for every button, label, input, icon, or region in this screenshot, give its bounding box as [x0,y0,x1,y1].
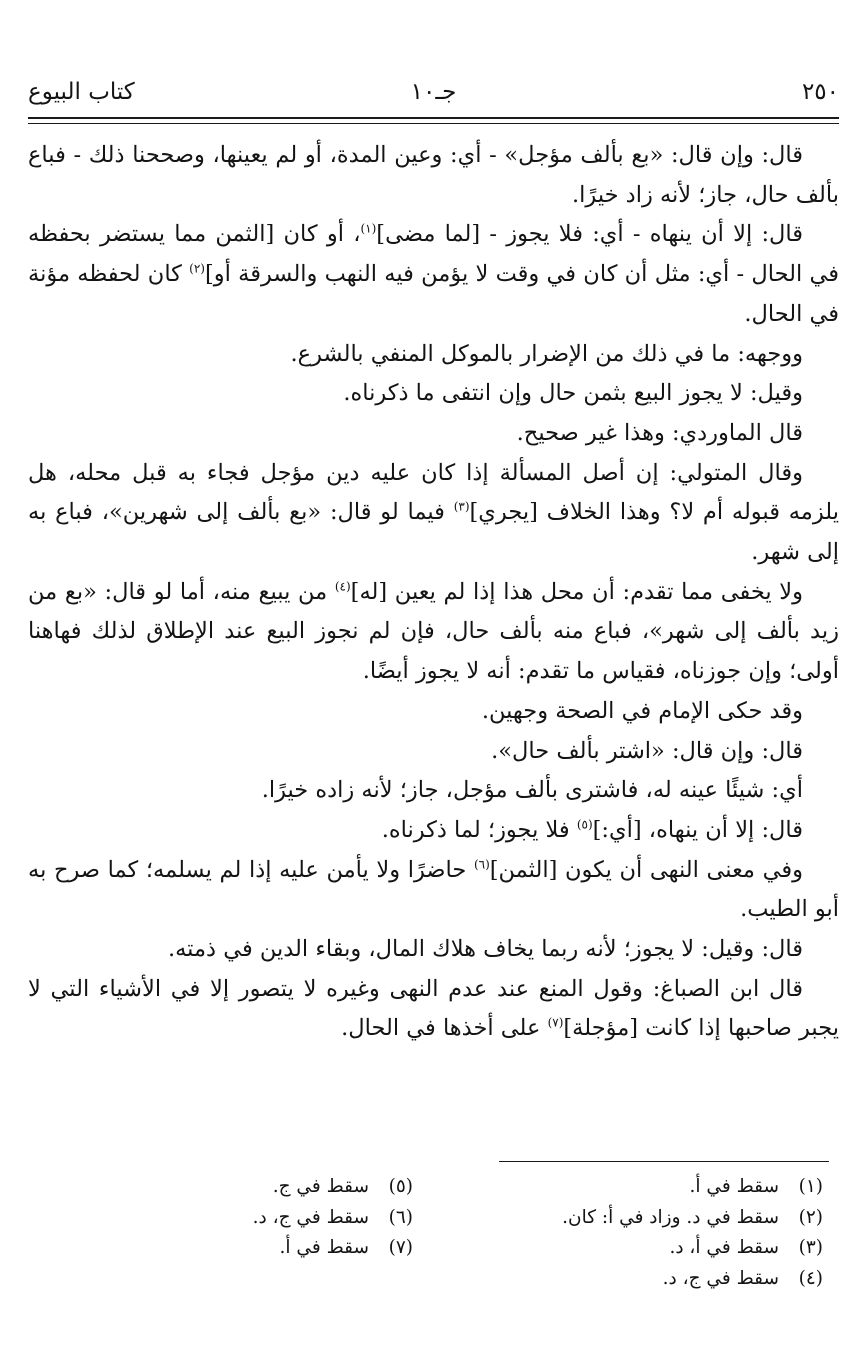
footnote [463,1172,823,1203]
paragraph: ووجهه: ما في ذلك من الإضرار بالموكل المنفي بالشرع. [290,340,803,367]
footnote [163,1172,413,1203]
footnote-ref: (٧) [547,1015,564,1030]
footnote-ref: (٤) [334,579,351,594]
footnotes-column-left [163,1172,413,1264]
footnote-text: سقط في ج، د. [662,1267,779,1289]
paragraph: وقال المتولي: إن أصل المسألة إذا كان عليه دين مؤجل فجاء به قبل محله، هل يلزمه قبوله أم لا؟ وهذا الخلاف [يجري]$^{(٣)}$ فيما لو قال: «بع بألف إلى شهرين»، فباع به إلى شهر. [28,459,839,566]
paragraph: قال: إلا أن ينهاه، [أي:]$^{(٥)}$ فلا يجوز؛ لما ذكرناه. [381,816,803,843]
footnote-ref: (١) [360,221,377,236]
paragraph: قال: وإن قال: «بع بألف مؤجل» - أي: وعين المدة، أو لم يعينها، وصححنا ذلك - فباع بألف حال، جاز؛ لأنه زاد خيرًا. [28,142,839,208]
footnote-text: سقط في أ. [279,1237,369,1258]
paragraph: وفي معنى النهى أن يكون [الثمن]$^{(٦)}$ حاضرًا ولا يأمن عليه إذا لم يسلمه؛ كما صرح به أبو الطيب. [28,856,839,923]
footnote-number: (١) [798,1176,823,1197]
footnote-ref: (٦) [473,857,490,872]
footnote [463,1233,823,1264]
footnote-text: سقط في أ. [689,1176,779,1197]
footnote [163,1233,413,1264]
page-number: ٢٥٠ [801,79,839,105]
footnote-ref: (٢) [189,261,205,276]
footnote-number: (٣) [798,1237,823,1258]
footnote-number: (٦) [388,1206,413,1228]
paragraph: ولا يخفى مما تقدم: أن محل هذا إذا لم يعين [له]$^{(٤)}$ من يبيع منه، أما لو قال: «بع من زيد بألف إلى شهر»، فباع منه بألف حال، فإن لم نجوز البيع عند الإطلاق لذلك فهاهنا أولى؛ وإن جوزناه، فقياس ما تقدم: أنه لا يجوز أيضًا. [28,578,839,685]
paragraph: أي: شيئًا عينه له، فاشترى بألف مؤجل، جاز؛ لأنه زاده خيرًا. [261,777,803,804]
paragraph: وقد حكى الإمام في الصحة وجهين. [481,697,803,724]
paragraph: قال: إلا أن ينهاه - أي: فلا يجوز - [لما مضى]$^{(١)}$، أو كان [الثمن مما يستضر بحفظه في الحال - أي: مثل أن كان في وقت لا يؤمن فيه النهب والسرقة أو]$^{(٢)}$ كان لحفظه مؤنة في الحال. [28,221,839,327]
footnote [463,1203,823,1234]
volume-label: جـ١٠ [410,79,457,105]
footnote-rule [499,1161,829,1162]
footnote-text: سقط في د. وزاد في أ: كان. [562,1206,779,1228]
footnote-number: (٥) [388,1176,413,1197]
paragraph: قال: وإن قال: «اشتر بألف حال». [491,737,803,764]
footnote [163,1203,413,1234]
footnote-number: (٢) [798,1206,823,1228]
main-text [28,136,839,1049]
footnote [463,1264,823,1295]
footnote-number: (٤) [798,1267,823,1289]
footnote-ref: (٥) [576,817,593,832]
footnote-text: سقط في ج. [272,1176,369,1197]
paragraph: وقيل: لا يجوز البيع بثمن حال وإن انتفى ما ذكرناه. [343,380,803,407]
footnote-ref: (٣) [453,499,470,514]
footnote-number: (٧) [388,1237,413,1258]
footnote-text: سقط في ج، د. [252,1206,369,1228]
footnote-text: سقط في أ، د. [669,1237,779,1258]
book-title: كتاب البيوع [28,79,135,105]
footnotes-column-right [463,1172,823,1294]
paragraph: قال: وقيل: لا يجوز؛ لأنه ربما يخاف هلاك المال، وبقاء الدين في ذمته. [167,936,803,963]
running-header [28,70,839,114]
header-rule [28,117,839,124]
paragraph: قال ابن الصباغ: وقول المنع عند عدم النهى وغيره لا يتصور إلا في الأشياء التي لا يجبر صاحبها إذا كانت [مؤجلة]$^{(٧)}$ على أخذها في الحال. [28,975,839,1042]
paragraph: قال الماوردي: وهذا غير صحيح. [516,419,803,446]
